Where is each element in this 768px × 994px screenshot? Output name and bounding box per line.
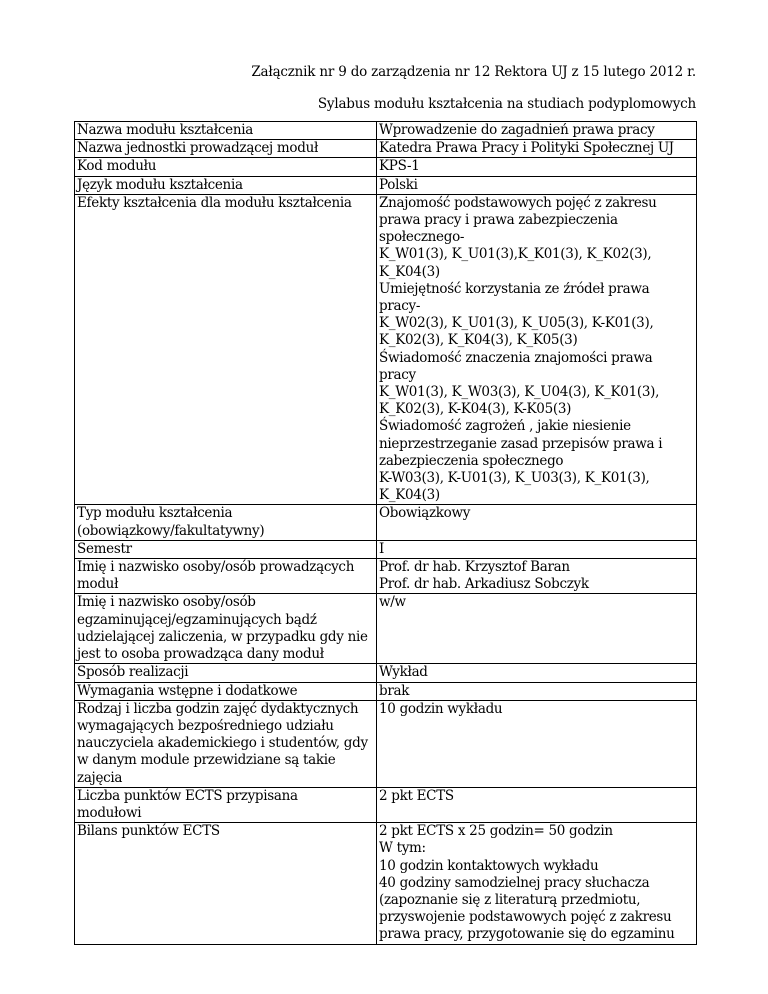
row-label-line: w danym module przewidziane są takie	[77, 752, 336, 769]
row-value-cell	[377, 194, 697, 505]
row-value-line: Umiejętność korzystania ze źródeł prawa	[379, 280, 650, 297]
row-value-line: prawa pracy, przygotowanie się do egzaminu	[379, 926, 675, 943]
row-value-cell	[377, 158, 697, 176]
row-label-line: Liczba punktów ECTS przypisana	[77, 787, 298, 804]
annex-reference: Załącznik nr 9 do zarządzenia nr 12 Rektora UJ z 15 lutego 2012 r.	[251, 64, 696, 80]
row-value-line: 10 godzin wykładu	[379, 700, 503, 717]
row-label-cell	[75, 194, 377, 505]
table-row	[75, 158, 697, 176]
row-value-cell	[377, 787, 697, 822]
row-value-line: brak	[379, 682, 410, 699]
row-label-line: (obowiązkowy/fakultatywny)	[77, 522, 265, 539]
row-value-line: Znajomość podstawowych pojęć z zakresu	[379, 194, 657, 211]
row-value-line: 40 godziny samodzielnej pracy słuchacza	[379, 874, 650, 891]
syllabus-table-body	[75, 122, 697, 945]
row-value-line: K_K02(3), K_K04(3), K_K05(3)	[379, 332, 578, 349]
row-label-line: Język modułu kształcenia	[77, 176, 243, 193]
row-value-cell	[377, 559, 697, 594]
row-value-line: zabezpieczenia społecznego	[379, 452, 564, 469]
row-label-line: Imię i nazwisko osoby/osób prowadzących	[77, 559, 355, 576]
table-row	[75, 664, 697, 682]
row-value-line: Polski	[379, 176, 418, 193]
row-value-line: K_W01(3), K_W03(3), K_U04(3), K_K01(3),	[379, 384, 660, 401]
row-value-line: K_K04(3)	[379, 263, 440, 280]
table-row	[75, 194, 697, 505]
row-value-line: Katedra Prawa Pracy i Polityki Społecznej UJ	[379, 140, 674, 157]
row-value-line: 2 pkt ECTS	[379, 787, 454, 804]
table-row	[75, 823, 697, 944]
row-label-line: nauczyciela akademickiego i studentów, gdy	[77, 735, 368, 752]
row-value-line: W tym:	[379, 840, 426, 857]
table-row	[75, 682, 697, 700]
table-row	[75, 700, 697, 787]
row-label-line: udzielającej zaliczenia, w przypadku gdy nie	[77, 628, 368, 645]
row-label-line: wymagających bezpośredniego udziału	[77, 717, 334, 734]
table-row	[75, 122, 697, 140]
row-value-line: (zapoznanie się z literaturą przedmiotu,	[379, 891, 641, 908]
row-label-cell	[75, 700, 377, 787]
row-value-cell	[377, 176, 697, 194]
table-row	[75, 176, 697, 194]
row-value-cell	[377, 823, 697, 944]
row-label-line: zajęcia	[77, 769, 123, 786]
row-label-cell	[75, 594, 377, 664]
row-label-line: Nazwa jednostki prowadzącej moduł	[77, 140, 319, 157]
row-value-line: pracy-	[379, 298, 421, 315]
row-value-line: Wykład	[379, 664, 428, 681]
row-label-line: Semestr	[77, 540, 132, 557]
row-value-line: pracy	[379, 366, 416, 383]
table-row	[75, 140, 697, 158]
row-label-line: Nazwa modułu kształcenia	[77, 122, 253, 138]
row-label-cell	[75, 158, 377, 176]
row-label-line: Rodzaj i liczba godzin zajęć dydaktycznych	[77, 700, 359, 717]
row-value-cell	[377, 122, 697, 140]
row-value-line: Świadomość znaczenia znajomości prawa	[379, 349, 653, 366]
row-value-cell	[377, 594, 697, 664]
row-value-line: K_W02(3), K_U01(3), K_U05(3), K-K01(3),	[379, 315, 654, 332]
row-label-line: Wymagania wstępne i dodatkowe	[77, 682, 298, 699]
syllabus-table	[74, 121, 697, 945]
row-value-line: społecznego-	[379, 229, 465, 246]
row-label-cell	[75, 823, 377, 944]
row-label-line: jest to osoba prowadząca dany moduł	[77, 646, 324, 663]
row-label-cell	[75, 787, 377, 822]
row-value-cell	[377, 700, 697, 787]
row-label-cell	[75, 682, 377, 700]
row-value-line: K-W03(3), K-U01(3), K_U03(3), K_K01(3),	[379, 470, 650, 487]
row-value-line: K_K02(3), K-K04(3), K-K05(3)	[379, 401, 572, 418]
table-row	[75, 540, 697, 558]
row-value-line: Obowiązkowy	[379, 505, 471, 522]
row-value-cell	[377, 664, 697, 682]
row-value-cell	[377, 505, 697, 540]
row-value-line: Wprowadzenie do zagadnień prawa pracy	[379, 122, 655, 138]
row-value-line: Prof. dr hab. Krzysztof Baran	[379, 559, 570, 576]
row-label-cell	[75, 664, 377, 682]
row-label-line: modułowi	[77, 804, 142, 821]
row-value-line: KPS-1	[379, 158, 420, 175]
row-label-line: Sposób realizacji	[77, 664, 189, 681]
row-label-line: Bilans punktów ECTS	[77, 823, 220, 840]
row-label-cell	[75, 540, 377, 558]
row-label-line: Efekty kształcenia dla modułu kształcenia	[77, 194, 352, 211]
row-value-line: 2 pkt ECTS x 25 godzin= 50 godzin	[379, 823, 613, 840]
row-label-line: Typ modułu kształcenia	[77, 505, 233, 522]
row-value-line: I	[379, 540, 385, 557]
row-value-line: przyswojenie podstawowych pojęć z zakresu	[379, 909, 672, 926]
row-value-cell	[377, 140, 697, 158]
table-row	[75, 787, 697, 822]
row-value-line: 10 godzin kontaktowych wykładu	[379, 857, 599, 874]
row-label-line: Kod modułu	[77, 158, 157, 175]
row-value-cell	[377, 682, 697, 700]
row-value-line: prawa pracy i prawa zabezpieczenia	[379, 212, 618, 229]
row-value-line: Świadomość zagrożeń , jakie niesienie	[379, 418, 631, 435]
table-row	[75, 505, 697, 540]
syllabus-title: Sylabus modułu kształcenia na studiach podyplomowych	[317, 96, 696, 112]
row-value-line: K_W01(3), K_U01(3),K_K01(3), K_K02(3),	[379, 246, 652, 263]
table-row	[75, 594, 697, 664]
row-value-line: Prof. dr hab. Arkadiusz Sobczyk	[379, 576, 589, 593]
row-label-cell	[75, 122, 377, 140]
table-row	[75, 559, 697, 594]
row-value-line: nieprzestrzeganie zasad przepisów prawa i	[379, 435, 663, 452]
row-label-cell	[75, 505, 377, 540]
row-label-cell	[75, 559, 377, 594]
row-label-cell	[75, 140, 377, 158]
row-value-line: w/w	[379, 594, 406, 611]
row-label-cell	[75, 176, 377, 194]
row-value-line: K_K04(3)	[379, 487, 440, 504]
row-value-cell	[377, 540, 697, 558]
row-label-line: egzaminującej/egzaminujących bądź	[77, 611, 317, 628]
row-label-line: moduł	[77, 576, 119, 593]
row-label-line: Imię i nazwisko osoby/osób	[77, 594, 256, 611]
